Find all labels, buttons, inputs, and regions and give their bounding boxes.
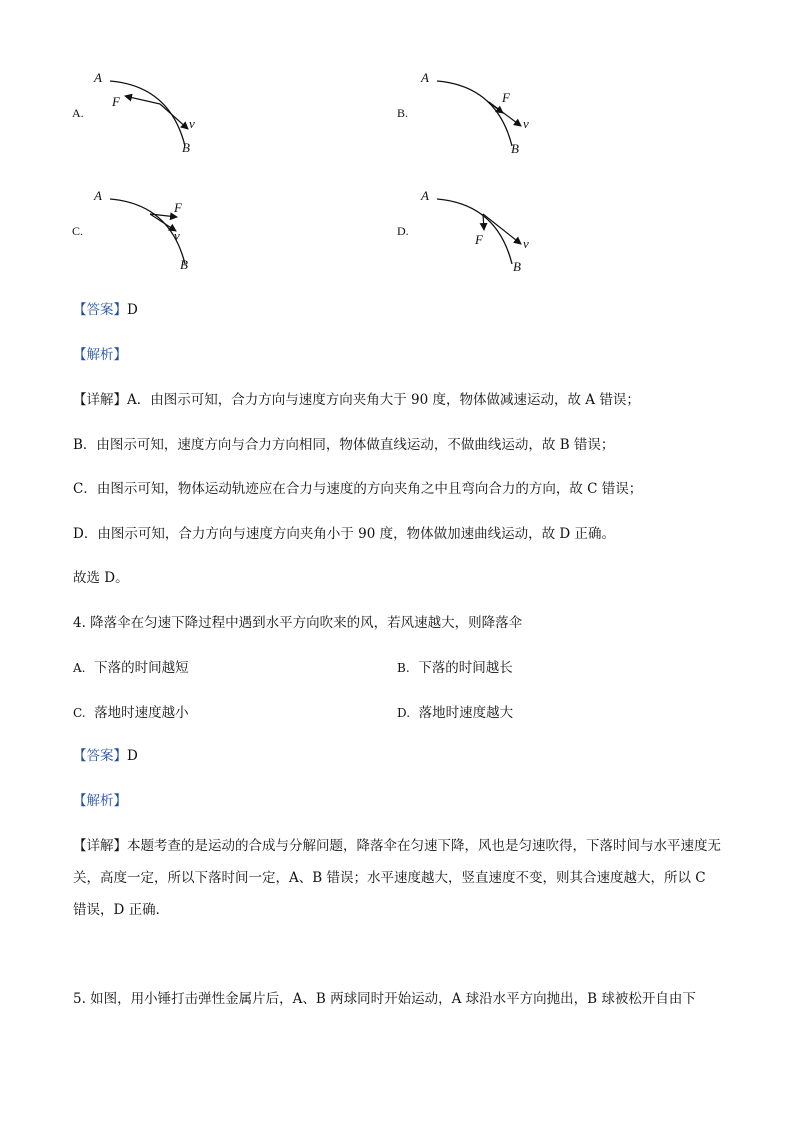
velocity-label: v	[523, 236, 529, 251]
force-label: F	[502, 90, 510, 105]
detail-tag: 【详解】	[73, 392, 127, 408]
figure-b	[417, 66, 547, 156]
q3-detail-line-3: C．由图示可知，物体运动轨迹应在合力与速度的方向夹角之中且弯向合力的方向，故 C 错误；	[73, 481, 643, 497]
option-letter: C.	[73, 706, 86, 720]
figure-c-svg	[90, 184, 220, 274]
option-label-d: D.	[397, 224, 409, 238]
q3-conclusion: 故选 D。	[73, 570, 129, 586]
q4-option-a	[73, 658, 189, 678]
q3-answer	[73, 300, 138, 320]
trajectory-curve	[110, 81, 185, 146]
figure-a	[90, 66, 220, 156]
force-arrow	[487, 101, 503, 113]
point-a-label: A	[94, 70, 102, 85]
answer-tag: 【答案】	[73, 302, 127, 318]
point-a-label: A	[94, 188, 102, 203]
option-letter: A.	[73, 661, 86, 675]
velocity-arrow	[483, 214, 521, 244]
option-label-c: C.	[72, 224, 84, 238]
force-label: F	[174, 200, 182, 215]
option-text: 落地时速度越大	[418, 705, 514, 721]
q4-option-b	[397, 658, 513, 678]
analysis-tag: 【解析】	[73, 793, 127, 809]
trajectory-curve	[437, 81, 512, 146]
detail-tag: 【详解】	[73, 838, 127, 854]
q3-detail-line-4: D．由图示可知，合力方向与速度方向夹角小于 90 度，物体做加速曲线运动，故 D 正确。	[73, 526, 615, 542]
velocity-label: v	[189, 116, 195, 131]
velocity-label: v	[174, 228, 180, 243]
velocity-label: v	[523, 116, 529, 131]
q3-analysis-heading	[73, 345, 127, 365]
figure-d	[417, 184, 547, 274]
analysis-tag: 【解析】	[73, 347, 127, 363]
q4-answer	[73, 746, 138, 766]
answer-value: D	[127, 748, 138, 764]
force-label: F	[112, 94, 120, 109]
point-b-label: B	[182, 140, 190, 155]
point-a-label: A	[421, 70, 429, 85]
option-text: 下落的时间越短	[94, 660, 189, 676]
figure-a-svg	[90, 66, 220, 156]
q4-option-c	[73, 703, 189, 723]
q4-detail	[73, 830, 723, 926]
detail-text: A．由图示可知，合力方向与速度方向夹角大于 90 度，物体做减速运动，故 A 错误；	[127, 392, 640, 408]
point-a-label: A	[421, 188, 429, 203]
point-b-label: B	[513, 259, 521, 274]
q4-stem: 4. 降落伞在匀速下降过程中遇到水平方向吹来的风，若风速越大，则降落伞	[73, 615, 523, 631]
option-text: 落地时速度越小	[94, 705, 189, 721]
q5-stem: 5. 如图，用小锤打击弹性金属片后，A、B 两球同时开始运动，A 球沿水平方向抛出，B 球被松开自由下	[73, 991, 696, 1007]
figure-d-svg	[417, 184, 547, 274]
detail-text: 本题考查的是运动的合成与分解问题，降落伞在匀速下降，风也是匀速吹得，下落时间与水平速度无关，高度一定，所以下落时间一定，A、B 错误；水平速度越大，竖直速度不变，则其合速度越大，所以 C 错误，D 正确．	[73, 838, 721, 918]
option-label-a: A.	[72, 106, 84, 120]
force-label: F	[475, 232, 483, 247]
point-b-label: B	[180, 257, 188, 272]
option-letter: B.	[397, 661, 410, 675]
figure-c	[90, 184, 220, 274]
figure-b-svg	[417, 66, 547, 156]
q3-detail-line-2: B．由图示可知，速度方向与合力方向相同，物体做直线运动，不做曲线运动，故 B 错误；	[73, 437, 615, 453]
point-b-label: B	[511, 141, 519, 156]
option-text: 下落的时间越长	[418, 660, 513, 676]
answer-tag: 【答案】	[73, 748, 127, 764]
q4-analysis-heading	[73, 791, 127, 811]
answer-value: D	[127, 302, 138, 318]
option-label-b: B.	[397, 106, 409, 120]
q3-detail-line-1	[73, 390, 640, 410]
q4-option-d	[397, 703, 513, 723]
option-letter: D.	[397, 706, 411, 720]
velocity-arrow	[160, 104, 188, 129]
